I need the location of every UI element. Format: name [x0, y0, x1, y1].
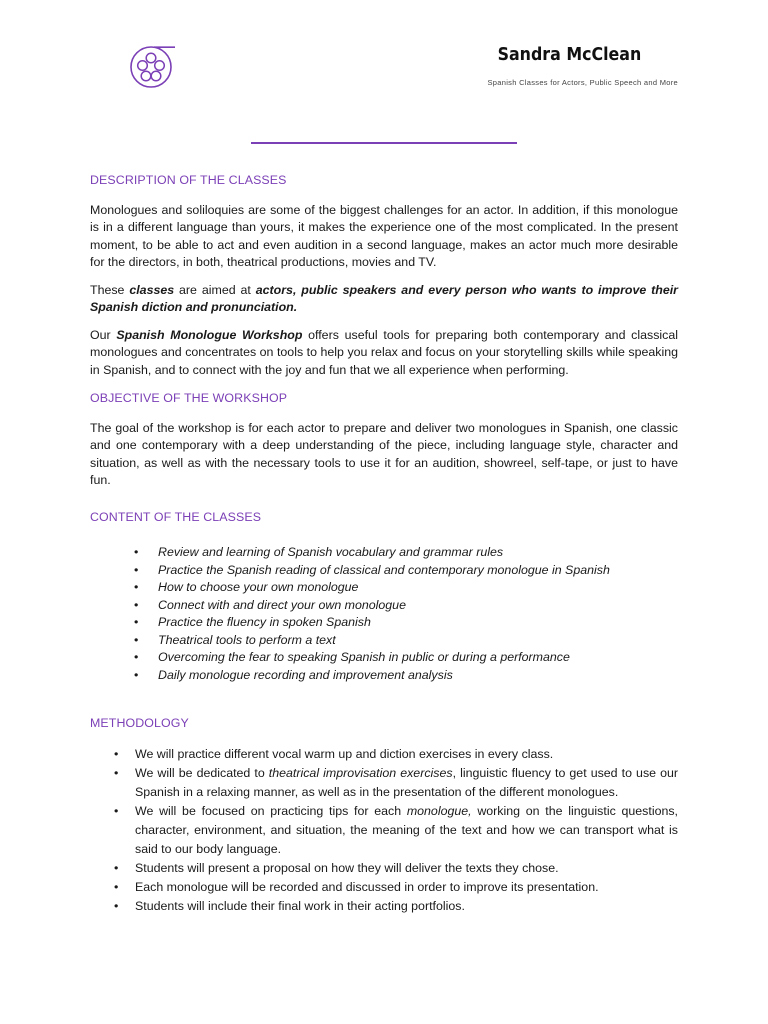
author-name: Sandra McClean — [497, 44, 641, 65]
content-heading: CONTENT OF THE CLASSES — [90, 509, 262, 524]
emphasis-improv: theatrical improvisation exercises — [268, 765, 453, 780]
header-divider — [251, 142, 517, 144]
methodology-list — [90, 745, 678, 916]
list-item — [90, 764, 678, 802]
list-item: • Practice the Spanish reading of classical and contemporary monologue in Spanish — [90, 562, 678, 580]
list-item: • How to choose your own monologue — [90, 579, 678, 597]
list-item: • Practice the fluency in spoken Spanish — [90, 614, 678, 632]
emphasis-audience: actors, public speakers and every person who wants to improve their Spanish diction and pronunciation. — [90, 282, 678, 314]
text-run: working on the linguistic questions, character, environment, and situation, the meaning of the text and how we can transport what is said to our body language. — [135, 803, 678, 856]
objective-paragraph: The goal of the workshop is for each actor to prepare and deliver two monologues in Spanish, one classic and one contemporary with a deep understanding of the piece, including language style, character and situation, as well as with the necessary tools to use it for an audition, showreel, self-tape, or just to have fun. — [90, 420, 678, 487]
methodology-heading: METHODOLOGY — [90, 716, 189, 730]
text-run: offers useful tools for preparing both contemporary and classical monologues and concentrates on tools to help you relax and focus on your storytelling skills while speaking in Spanish, and to connect with the joy and fun that we all experience when performing. — [90, 327, 678, 377]
text-run: , linguistic fluency to get used to use our Spanish in a relaxing manner, as well as in the presentation of the different monologues. — [135, 765, 679, 799]
text-run: are aimed at — [174, 282, 256, 297]
description-heading: DESCRIPTION OF THE CLASSES — [90, 173, 287, 187]
description-paragraph-1: Monologues and soliloquies are some of the biggest challenges for an actor. In addition, if this monologue is in a different language than yours, it makes the experience one of the most complicated. In the present moment, to be able to act and even audition in a second language, makes an actor much more desirable for the directors, in both, theatrical productions, movies and TV. — [90, 202, 678, 269]
list-item: • Connect with and direct your own monologue — [90, 597, 678, 615]
list-item: • Students will present a proposal on how they will deliver the texts they chose. — [90, 859, 678, 878]
content-list — [90, 544, 678, 684]
text-run: These — [90, 282, 130, 297]
list-item — [90, 802, 678, 859]
objective-heading: OBJECTIVE OF THE WORKSHOP — [90, 391, 288, 405]
film-reel-icon — [126, 46, 176, 88]
list-item: • Students will include their final work in their acting portfolios. — [90, 897, 678, 916]
tagline: Spanish Classes for Actors, Public Speech and More — [487, 78, 678, 87]
description-paragraph-3 — [90, 327, 678, 380]
text-run: We will be dedicated to — [135, 765, 269, 780]
list-item: • We will practice different vocal warm up and diction exercises in every class. — [90, 745, 678, 764]
list-item: • Daily monologue recording and improvement analysis — [90, 667, 678, 685]
list-item: • Review and learning of Spanish vocabulary and grammar rules — [90, 544, 678, 562]
list-item: • Overcoming the fear to speaking Spanish in public or during a performance — [90, 649, 678, 667]
document-body — [90, 172, 678, 916]
list-item: • Theatrical tools to perform a text — [90, 632, 678, 650]
description-paragraph-2 — [90, 282, 678, 317]
text-run: Our — [90, 327, 117, 342]
text-run: We will be focused on practicing tips for each — [135, 803, 407, 818]
list-item: • Each monologue will be recorded and discussed in order to improve its presentation. — [90, 878, 678, 897]
emphasis-classes: classes — [129, 282, 175, 297]
emphasis-workshop-name: Spanish Monologue Workshop — [116, 327, 303, 342]
emphasis-monologue: monologue, — [406, 803, 472, 818]
